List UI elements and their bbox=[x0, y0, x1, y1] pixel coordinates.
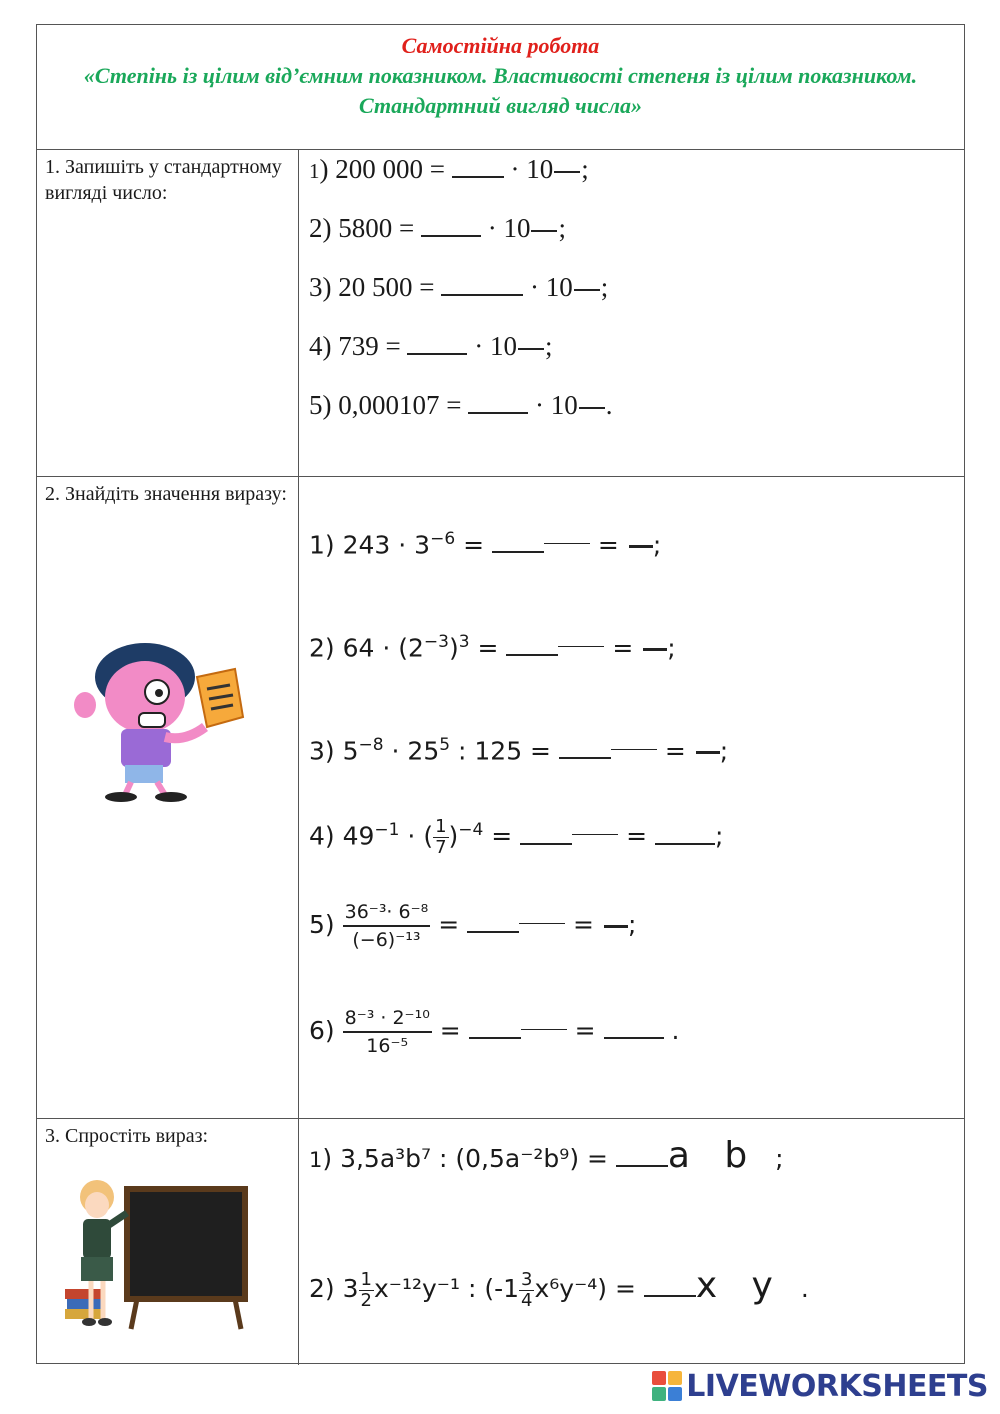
task3-content bbox=[299, 1119, 964, 1365]
answer-blank[interactable] bbox=[655, 821, 715, 845]
task1-item-5: 5) 0,000107 = · 10 . bbox=[309, 390, 613, 420]
fraction-expression: $\frac{\text{36⁻³· 6⁻⁸}}{\text{(−6)⁻¹³}}$ bbox=[344, 901, 429, 951]
exponent-blank[interactable] bbox=[574, 289, 600, 291]
task1-item-3: 3) 20 500 = · 10 ; bbox=[309, 272, 609, 302]
task3-row bbox=[37, 1119, 964, 1365]
answer-fraction-blank[interactable] bbox=[629, 545, 653, 548]
fraction-blank[interactable] bbox=[611, 749, 657, 750]
answer-blank[interactable] bbox=[441, 272, 523, 296]
task2-item-1: 1) $243 \cdot 3^{-6}$ = = ; bbox=[309, 529, 662, 560]
exponent-blank[interactable] bbox=[518, 348, 544, 350]
answer-fraction-blank[interactable] bbox=[643, 648, 667, 651]
worksheet-subtitle: «Степінь із цілим від’ємним показником. Властивості степеня із цілим показником. Стандартний вигляд числа» bbox=[83, 63, 918, 118]
fraction-blank[interactable] bbox=[544, 543, 590, 544]
answer-fraction-blank[interactable] bbox=[696, 751, 720, 754]
task1-row bbox=[37, 150, 964, 477]
fraction-blank[interactable] bbox=[521, 1029, 567, 1030]
task2-content bbox=[299, 477, 964, 1118]
task3-label bbox=[37, 1119, 299, 1365]
answer-blank[interactable] bbox=[616, 1143, 668, 1167]
answer-blank[interactable] bbox=[421, 213, 481, 237]
exponent-blank[interactable] bbox=[579, 407, 605, 409]
exponent-blank[interactable] bbox=[531, 230, 557, 232]
answer-blank[interactable] bbox=[468, 390, 528, 414]
answer-blank[interactable] bbox=[452, 154, 504, 178]
task3-item-1: 1) 3,5a³b⁷ : (0,5a⁻²b⁹) = a b ; bbox=[309, 1135, 784, 1176]
answer-blank[interactable] bbox=[604, 1015, 664, 1039]
answer-blank[interactable] bbox=[520, 821, 572, 845]
answer-blank[interactable] bbox=[506, 632, 558, 656]
exponent-blank[interactable] bbox=[554, 171, 580, 173]
fraction-one-half: $\frac{1}{2}$ bbox=[360, 1268, 372, 1311]
task2-label-text: 2. Знайдіть значення виразу: bbox=[45, 483, 287, 505]
task2-row bbox=[37, 477, 964, 1119]
task1-item-1: 1) 200 000 = · 10 ; bbox=[309, 154, 589, 184]
logo-text: LIVEWORKSHEETS bbox=[686, 1368, 988, 1404]
girl-at-blackboard-illustration bbox=[65, 1169, 255, 1334]
task2-item-5: 5) $\frac{\text{36⁻³· 6⁻⁸}}{\text{(−6)⁻¹³}}$ = = ; bbox=[309, 901, 637, 951]
answer-blank[interactable] bbox=[467, 909, 519, 933]
liveworksheets-logo-icon bbox=[652, 1371, 682, 1401]
task1-label: 1. Запишіть у стандартному вигляді число: bbox=[37, 150, 299, 476]
task2-item-4: 4) $49^{-1}$ · ( $\frac{1}{7}$ )$^{-4}$ = = ; bbox=[309, 816, 724, 858]
task1-item-4: 4) 739 = · 10 ; bbox=[309, 331, 553, 361]
task2-item-2: 2) $64 \cdot (2^{-3})^3$ = = ; bbox=[309, 632, 676, 663]
fraction-expression: $\frac{\text{8⁻³ · 2⁻¹⁰}}{\text{16⁻⁵}}$ bbox=[344, 1007, 430, 1057]
task2-item-6: 6) $\frac{\text{8⁻³ · 2⁻¹⁰}}{\text{16⁻⁵}}$ = = . bbox=[309, 1007, 680, 1057]
fraction-blank[interactable] bbox=[519, 923, 565, 924]
task1-content bbox=[299, 150, 964, 476]
task3-item-2: 2) 3 $\frac{1}{2}$ x⁻¹²y⁻¹ : (-1 $\frac{3}{4}$ x⁶y⁻⁴) = x y . bbox=[309, 1265, 809, 1311]
task2-item-3: 3) $5^{-8} \cdot 25^5$ : 125 = = ; bbox=[309, 735, 729, 766]
fraction-three-quarters: $\frac{3}{4}$ bbox=[521, 1268, 533, 1311]
fraction-one-seventh: $\frac{1}{7}$ bbox=[435, 816, 447, 858]
answer-blank[interactable] bbox=[492, 529, 544, 553]
answer-blank[interactable] bbox=[644, 1273, 696, 1297]
task2-label bbox=[37, 477, 299, 1118]
answer-blank[interactable] bbox=[407, 331, 467, 355]
answer-blank[interactable] bbox=[469, 1015, 521, 1039]
answer-blank[interactable] bbox=[559, 735, 611, 759]
answer-fraction-blank[interactable] bbox=[604, 925, 628, 928]
fraction-blank[interactable] bbox=[558, 646, 604, 647]
task3-label-text: 3. Спростіть вираз: bbox=[45, 1125, 209, 1147]
task1-item-2: 2) 5800 = · 10 ; bbox=[309, 213, 566, 243]
fraction-blank[interactable] bbox=[572, 834, 618, 835]
worksheet-title: Самостійна робота bbox=[401, 33, 600, 58]
liveworksheets-logo bbox=[652, 1366, 988, 1406]
boy-with-paper-illustration bbox=[65, 617, 245, 802]
worksheet-header bbox=[37, 25, 964, 150]
worksheet-table bbox=[36, 24, 965, 1364]
